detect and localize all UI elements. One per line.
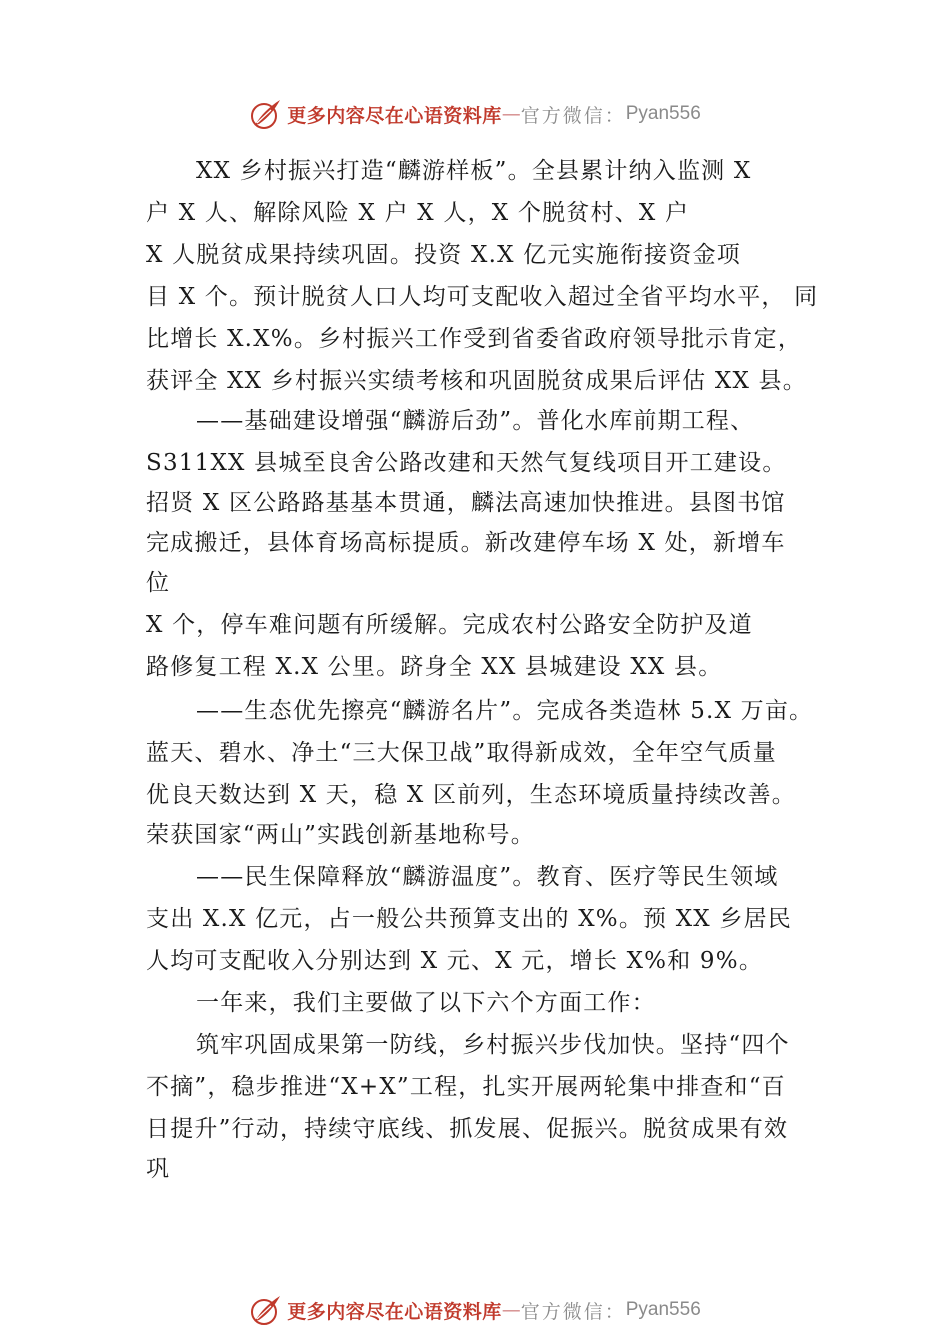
- banner-wechat-label: 官方微信：: [520, 1300, 626, 1323]
- text-line: 不摘”，稳步推进“X+X”工程，扎实开展两轮集中排查和“百: [146, 1074, 786, 1100]
- banner-dash: —: [501, 103, 521, 125]
- header-banner: [0, 94, 950, 134]
- quill-logo-icon: [249, 1293, 283, 1327]
- banner-wechat-id: Pyan556: [625, 1299, 701, 1320]
- text-line: 一年来，我们主要做了以下六个方面工作：: [196, 990, 656, 1016]
- text-line: 日提升”行动，持续守底线、抓发展、促振兴。脱贫成果有效: [146, 1116, 789, 1142]
- text-line: XX 乡村振兴打造“麟游样板”。全县累计纳入监测 X: [196, 158, 752, 184]
- text-line: 人均可支配收入分别达到 X 元、X 元，增长 X%和 9%。: [146, 948, 764, 974]
- text-line: 巩: [146, 1156, 171, 1182]
- text-line: 比增长 X.X%。乡村振兴工作受到省委省政府领导批示肯定，: [146, 326, 803, 352]
- text-line: ——基础建设增强“麟游后劲”。普化水库前期工程、: [196, 408, 755, 434]
- text-line: 完成搬迁，县体育场高标提质。新改建停车场 X 处，新增车: [146, 530, 786, 556]
- text-line: X 人脱贫成果持续巩固。投资 X.X 亿元实施衔接资金项: [146, 242, 741, 268]
- footer-banner: [0, 1290, 950, 1330]
- text-line: 位: [146, 570, 171, 596]
- banner-wechat-label: 官方微信：: [520, 104, 626, 127]
- banner-dash: —: [501, 1299, 521, 1321]
- text-line: 路修复工程 X.X 公里。跻身全 XX 县城建设 XX 县。: [146, 654, 723, 680]
- text-line: 优良天数达到 X 天，稳 X 区前列，生态环境质量持续改善。: [146, 782, 796, 808]
- text-line: 蓝天、碧水、净土“三大保卫战”取得新成效，全年空气质量: [146, 740, 777, 766]
- text-line: 支出 X.X 亿元，占一般公共预算支出的 X%。预 XX 乡居民: [146, 906, 792, 932]
- text-line: 筑牢巩固成果第一防线，乡村振兴步伐加快。坚持“四个: [196, 1032, 790, 1058]
- text-line: S311XX 县城至良舍公路改建和天然气复线项目开工建设。: [146, 450, 787, 476]
- text-line: 目 X 个。预计脱贫人口人均可支配收入超过全省平均水平， 同: [146, 284, 819, 310]
- text-line: ——生态优先擦亮“麟游名片”。完成各类造林 5.X 万亩。: [196, 698, 814, 724]
- banner-wechat-id: Pyan556: [625, 103, 701, 124]
- text-line: 招贤 X 区公路路基基本贯通，麟法高速加快推进。县图书馆: [146, 490, 786, 516]
- quill-logo-icon: [249, 97, 283, 131]
- text-line: ——民生保障释放“麟游温度”。教育、医疗等民生领域: [196, 864, 779, 890]
- text-line: 获评全 XX 乡村振兴实绩考核和巩固脱贫成果后评估 XX 县。: [146, 368, 807, 394]
- banner-brand-text: 更多内容尽在心语资料库: [287, 104, 502, 127]
- text-line: 户 X 人、解除风险 X 户 X 人，X 个脱贫村、X 户: [146, 200, 690, 226]
- banner-brand-text: 更多内容尽在心语资料库: [287, 1300, 502, 1323]
- text-line: X 个，停车难问题有所缓解。完成农村公路安全防护及道: [146, 612, 753, 638]
- text-line: 荣获国家“两山”实践创新基地称号。: [146, 822, 535, 848]
